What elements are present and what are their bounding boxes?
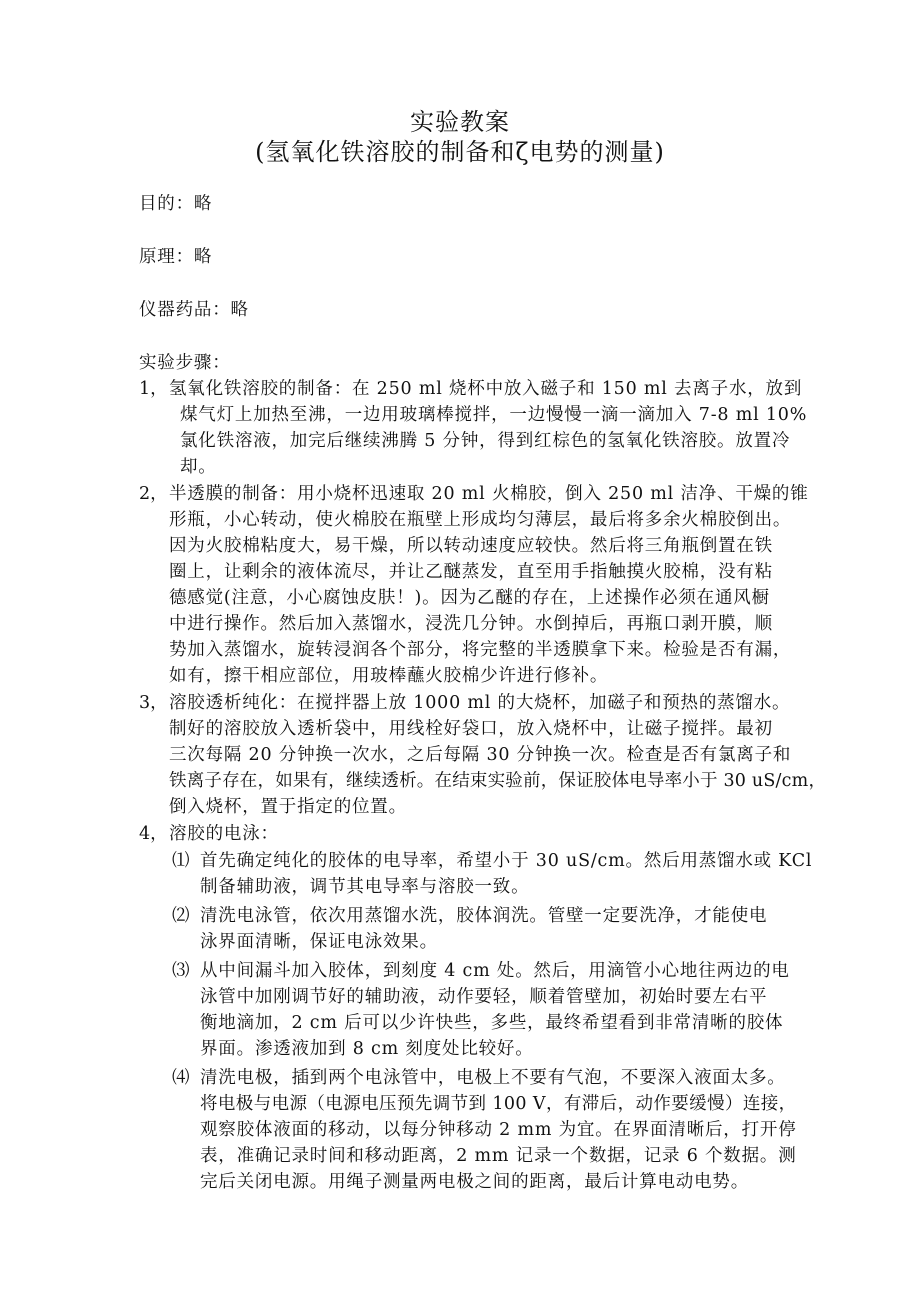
substep-number: ⑶ [172,961,190,981]
step-number: 2， [139,484,168,504]
step-text-line: 却。 [180,457,217,477]
substep-number: ⑷ [172,1068,190,1088]
purpose-line: 目的：略 [139,194,213,214]
steps-heading: 实验步骤： [139,353,231,373]
substep-text-line: 观察胶体液面的移动，以每分钟移动 2 mm 为宜。在界面清晰后，打开停 [200,1120,797,1140]
step-text-line: 氢氧化铁溶胶的制备：在 250 ml 烧杯中放入磁子和 150 ml 去离子水，放到 [169,379,803,399]
step-text-line: 圈上，让剩余的液体流尽，并让乙醚蒸发，直至用手指触摸火胶棉，没有粘 [169,562,773,582]
step-text-line: 德感觉(注意，小心腐蚀皮肤！)。因为乙醚的存在，上述操作必须在通风橱 [169,588,770,608]
step-text-line: 三次每隔 20 分钟换一次水，之后每隔 30 分钟换一次。检查是否有氯离子和 [169,745,792,765]
substep-text-line: 将电极与电源（电源电压预先调节到 100 V，有滞后，动作要缓慢）连接， [200,1094,797,1114]
principle-line: 原理：略 [139,247,213,267]
step-text-line: 氯化铁溶液，加完后继续沸腾 5 分钟，得到红棕色的氢氧化铁溶胶。放置冷 [180,431,791,451]
substep-text-line: 制备辅助液，调节其电导率与溶胶一致。 [200,877,530,897]
substep-text-line: 清洗电泳管，依次用蒸馏水洗，胶体润洗。管壁一定要洗净，才能使电 [200,906,768,926]
step-text-line: 因为火胶棉粘度大，易干燥，所以转动速度应较快。然后将三角瓶倒置在铁 [169,536,773,556]
substep-number: ⑴ [172,851,190,871]
step-text-line: 溶胶的电泳： [169,824,279,844]
step-number: 4， [139,824,168,844]
document-subtitle: (氢氧化铁溶胶的制备和ζ电势的测量) [255,138,665,166]
substep-text-line: 从中间漏斗加入胶体，到刻度 4 cm 处。然后，用滴管小心地往两边的电 [200,961,790,981]
substep-text-line: 首先确定纯化的胶体的电导率，希望小于 30 uS/cm。然后用蒸馏水或 KCl [200,851,813,871]
step-number: 1， [139,379,168,399]
step-text-line: 形瓶，小心转动，使火棉胶在瓶壁上形成均匀薄层，最后将多余火棉胶倒出。 [169,510,792,530]
substep-text-line: 衡地滴加，2 cm 后可以少许快些，多些，最终希望看到非常清晰的胶体 [200,1013,784,1033]
substep-text-line: 泳管中加刚调节好的辅助液，动作要轻，顺着管壁加，初始时要左右平 [200,987,768,1007]
substep-text-line: 界面。渗透液加到 8 cm 刻度处比较好。 [200,1039,534,1059]
step-text-line: 煤气灯上加热至沸，一边用玻璃棒搅拌，一边慢慢一滴一滴加入 7-8 ml 10% [180,405,808,425]
step-text-line: 势加入蒸馏水，旋转浸润各个部分，将完整的半透膜拿下来。检验是否有漏， [169,640,792,660]
step-text-line: 制好的溶胶放入透析袋中，用线栓好袋口，放入烧杯中，让磁子搅拌。最初 [169,719,773,739]
step-text-line: 倒入烧杯，置于指定的位置。 [169,797,407,817]
step-text-line: 如有，擦干相应部位，用玻棒蘸火胶棉少许进行修补。 [169,666,609,686]
step-text-line: 中进行操作。然后加入蒸馏水，浸洗几分钟。水倒掉后，再瓶口剥开膜，顺 [169,614,773,634]
substep-text-line: 泳界面清晰，保证电泳效果。 [200,932,438,952]
step-text-line: 铁离子存在，如果有，继续透析。在结束实验前，保证胶体电导率小于 30 uS/cm， [169,771,827,791]
step-text-line: 溶胶透析纯化：在搅拌器上放 1000 ml 的大烧杯，加磁子和预热的蒸馏水。 [169,693,791,713]
document-title: 实验教案 [410,108,510,136]
substep-number: ⑵ [172,906,190,926]
substep-text-line: 完后关闭电源。用绳子测量两电极之间的距离，最后计算电动电势。 [200,1172,749,1192]
step-number: 3， [139,693,168,713]
substep-text-line: 清洗电极，插到两个电泳管中，电极上不要有气泡，不要深入液面太多。 [200,1068,786,1088]
substep-text-line: 表，准确记录时间和移动距离，2 mm 记录一个数据，记录 6 个数据。测 [200,1146,797,1166]
instruments-line: 仪器药品：略 [139,300,249,320]
step-text-line: 半透膜的制备：用小烧杯迅速取 20 ml 火棉胶，倒入 250 ml 洁净、干燥的锥 [169,484,809,504]
